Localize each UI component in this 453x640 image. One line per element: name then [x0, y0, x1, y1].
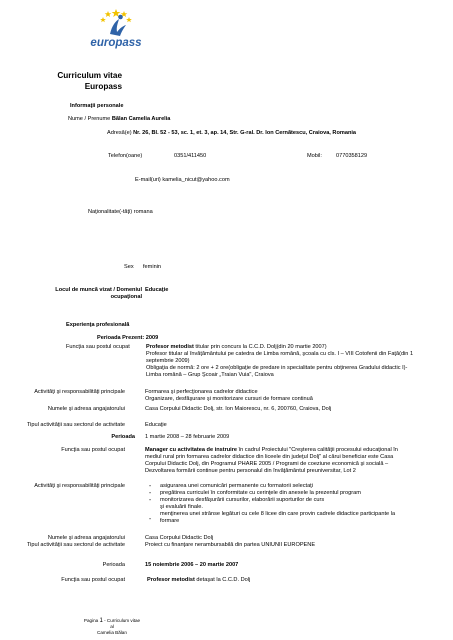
name-value: Bălan Camelia Aurelia: [111, 116, 171, 122]
activities-2-list: [148, 483, 448, 525]
post-1-line: Obligaţia de normă: 2 ore + 2 ore(obligaţie de predare in specialitate pentru obţinerea Gradului didactic I)-: [146, 365, 408, 371]
post-3-label: Funcţia sau postul ocupat: [61, 577, 125, 583]
cv-title: [40, 71, 122, 92]
activities-2-item: formare: [160, 518, 180, 524]
activities-1-line: Organizare, desfăşurare şi monitorizare cursuri de formare continuă: [145, 396, 313, 402]
nationality-row: [88, 209, 153, 216]
activities-2-item: şi evaluării finale.: [160, 504, 203, 510]
post-2-bold: Manager cu activitatea de instruire: [145, 447, 238, 453]
sex-value: feminin: [143, 264, 162, 270]
cv-title-line1: Curriculum vitae: [57, 71, 122, 80]
employer-2-value: Casa Corpului Didactic Dolj: [145, 535, 214, 541]
post-2-line: mediul rural prin formarea cadrelor didactice din liceele din judeţul Dolj" al cărui beneficiar este Casa: [145, 454, 394, 460]
bullet-icon: -: [149, 516, 151, 522]
sector-2-label: Tipul activităţii sau sectorul de activitate: [26, 542, 125, 548]
post-2-lines: [145, 454, 393, 475]
activities-1-lines: [145, 389, 313, 403]
mobile-value: 0770358129: [336, 153, 368, 159]
post-2-rest: în cadrul Proiectului "Creşterea calităţii procesului educaţional în: [237, 447, 398, 453]
europass-wordmark: europass: [90, 37, 142, 49]
name-row: [68, 116, 170, 123]
post-2-line0: [145, 447, 398, 454]
personal-info-heading: Informaţii personale: [70, 103, 124, 109]
activities-1-line: Formarea şi perfecţionarea cadrelor didactice: [145, 389, 258, 395]
page-footer-rest: - Curriculum vitae al: [102, 618, 141, 629]
page-number: 1: [99, 618, 103, 624]
post-2-label: Funcţia sau postul ocupat: [61, 447, 125, 453]
email-label: E-mail(uri): [135, 177, 161, 183]
post-1-lines: [146, 351, 413, 379]
phone-label: Telefon(oane): [108, 153, 143, 159]
post-1-rest: titular prin concurs la C.C.D. Dolj(din 20 martie 2007): [193, 344, 327, 350]
activities-2-item: - menţinerea unei strânse legături cu cele 8 licee din care provin cadrele didactice participante la: [148, 511, 448, 518]
page-footer-line1: [82, 618, 142, 630]
sector-1-label: Tipul activităţii sau sectorul de activitate: [26, 422, 125, 428]
address-row: [107, 130, 356, 137]
experience-heading: Experienţa profesională: [66, 322, 130, 328]
post-1-line: Limba română – Grup Şcoair „Traian Vuia", Craiova: [146, 372, 274, 378]
europass-stars-icon: [86, 8, 146, 38]
period-2-value: 1 martie 2008 – 28 februarie 2009: [145, 434, 230, 440]
europass-logo: [86, 8, 146, 56]
desired-job-label-line2: ocupaţional: [110, 294, 142, 300]
address-label: Adresă(e): [107, 130, 132, 136]
email-value: kamelia_nicut@yahoo.com: [162, 177, 230, 183]
activities-1-label: Activităţi şi responsabilităţi principale: [34, 389, 125, 395]
period-2-label: Perioada: [111, 434, 135, 440]
employer-1-label: Numele şi adresa angajatorului: [47, 406, 125, 412]
sector-2-value: Proiect cu finanţare nerambursabilă din partea UNIUNII EUROPENE: [145, 542, 316, 548]
employer-1-value: Casa Corpului Didactic Dolj, str. Ion Maiorescu, nr. 6, 200760, Craiova, Dolj: [145, 406, 332, 412]
post-2-line: Corpului Didactic Dolj, din Programul PHARE 2005 / Programi de coeziune economică şi socială –: [145, 461, 389, 467]
mobile-label: Mobil:: [307, 153, 322, 159]
post-1-line0: [146, 344, 327, 351]
period-3-value: 15 noiembrie 2006 – 20 martie 2007: [145, 562, 239, 568]
post-3-rest: detaşat la C.C.D. Dolj: [194, 577, 251, 583]
page-label: Pagina: [83, 618, 99, 623]
activities-2-item: - pregătirea curriculei în conformitate cu cerinţele din anexele la prezentul program: [148, 490, 448, 497]
post-3-line0: [147, 577, 250, 584]
period-1-heading: Perioada Prezent: 2009: [97, 335, 159, 341]
name-label: Nume / Prenume: [68, 116, 111, 122]
sex-label: Sex: [124, 264, 134, 270]
period-3-label: Perioada: [102, 562, 125, 568]
bullet-icon: -: [149, 490, 151, 496]
email-row: [135, 177, 230, 184]
desired-job-value: Educaţie: [145, 287, 169, 293]
activities-2-item: - monitorizarea desfăşurării cursurilor, elaborării suporturilor de curs: [148, 497, 448, 504]
page-footer-line2: Camelia Bălan: [97, 630, 127, 635]
activities-2-item: - asigurarea unei comunicări permanente cu formatorii selectaţi: [148, 483, 448, 490]
desired-job-label-line1: Locul de muncă vizat / Domeniul: [55, 287, 142, 293]
post-1-bold: Profesor metodist: [146, 344, 194, 350]
sector-1-value: Educaţie: [145, 422, 167, 428]
employer-2-label: Numele şi adresa angajatorului: [47, 535, 125, 541]
nationality-value: romana: [133, 209, 153, 215]
page-footer: [82, 618, 142, 636]
address-value: Nr. 26, Bl. 52 - 53, sc. 1, et. 3, ap. 14, Str. G-ral. Dr. Ion Cernătescu, Craiova, Romania: [133, 130, 357, 136]
post-1-label: Funcţia sau postul ocupat: [66, 344, 130, 350]
bullet-icon: -: [149, 497, 151, 503]
post-3-bold: Profesor metodist: [147, 577, 195, 583]
post-1-line: Profesor titular al învăţământului pe catedra de Limba română, şcoala cu cls. I – VIII Cotofenii din Faţă(din 1: [146, 351, 414, 357]
cv-title-line2: Europass: [84, 81, 122, 91]
nationality-label: Naţionalitate(-tăţi): [88, 209, 133, 215]
activities-2-label: Activităţi şi responsabilităţi principale: [34, 483, 125, 489]
post-2-line: Dezvoltarea formării continue pentru personalul din învăţământul preuniversitar, Lot 2: [145, 468, 356, 474]
bullet-icon: -: [149, 483, 151, 489]
desired-job-label: [22, 287, 142, 301]
post-1-line: septembrie 2009): [146, 358, 190, 364]
phone-value: 0351/411450: [174, 153, 207, 159]
